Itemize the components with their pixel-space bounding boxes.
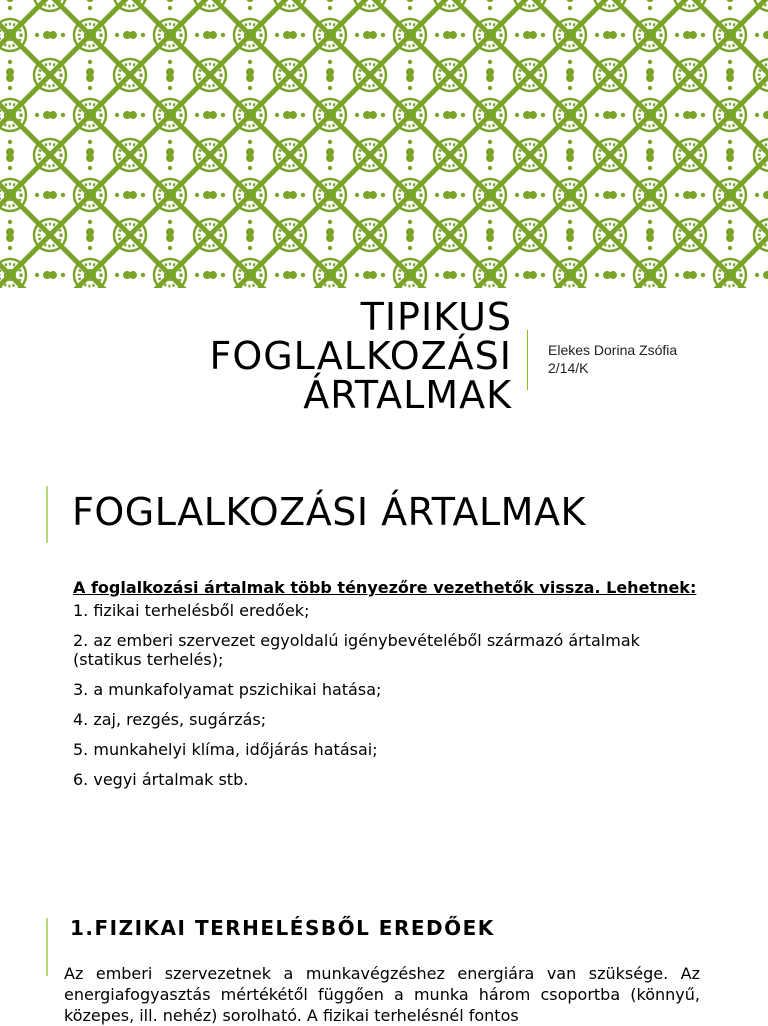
list-item: 4. zaj, rezgés, sugárzás;	[73, 710, 267, 729]
harm-list	[73, 601, 713, 789]
list-item: 2. az emberi szervezet egyoldalú igénybevételéből származó ártalmak (statikus terhelés);	[73, 631, 640, 669]
title-divider	[527, 330, 528, 390]
heading-accent-bar	[46, 486, 48, 543]
author-name: Elekes Dorina Zsófia	[548, 342, 678, 358]
lead-text: A foglalkozási ártalmak több tényezőre vezethetők vissza. Lehetnek:	[73, 578, 697, 597]
subheading-accent-bar	[46, 918, 48, 976]
subsection-paragraph: Az emberi szervezetnek a munkavégzéshez energiára van szüksége. Az energiafogyasztás mértékétől függően a munka három csoportba (könnyű, közepes, ill. nehéz) sorolható. A fizikai terhelésnél fontos	[64, 964, 700, 1025]
title-line-3: ÁRTALMAK	[303, 373, 512, 417]
author-id: 2/14/K	[548, 360, 589, 376]
presentation-title	[209, 295, 512, 417]
decorative-pattern-banner	[0, 0, 768, 288]
title-line-2: FOGLALKOZÁSI	[209, 334, 512, 378]
subsection-heading: 1.FIZIKAI TERHELÉSBŐL EREDŐEK	[70, 916, 495, 940]
list-item: 3. a munkafolyamat pszichikai hatása;	[73, 680, 382, 699]
section-content	[73, 578, 713, 800]
author-block	[548, 341, 677, 377]
section-heading: FOGLALKOZÁSI ÁRTALMAK	[72, 490, 586, 534]
list-item: 6. vegyi ártalmak stb.	[73, 770, 249, 789]
title-line-1: TIPIKUS	[360, 295, 512, 339]
list-item: 5. munkahelyi klíma, időjárás hatásai;	[73, 740, 378, 759]
title-slide	[0, 288, 768, 438]
list-item: 1. fizikai terhelésből eredőek;	[73, 601, 310, 620]
